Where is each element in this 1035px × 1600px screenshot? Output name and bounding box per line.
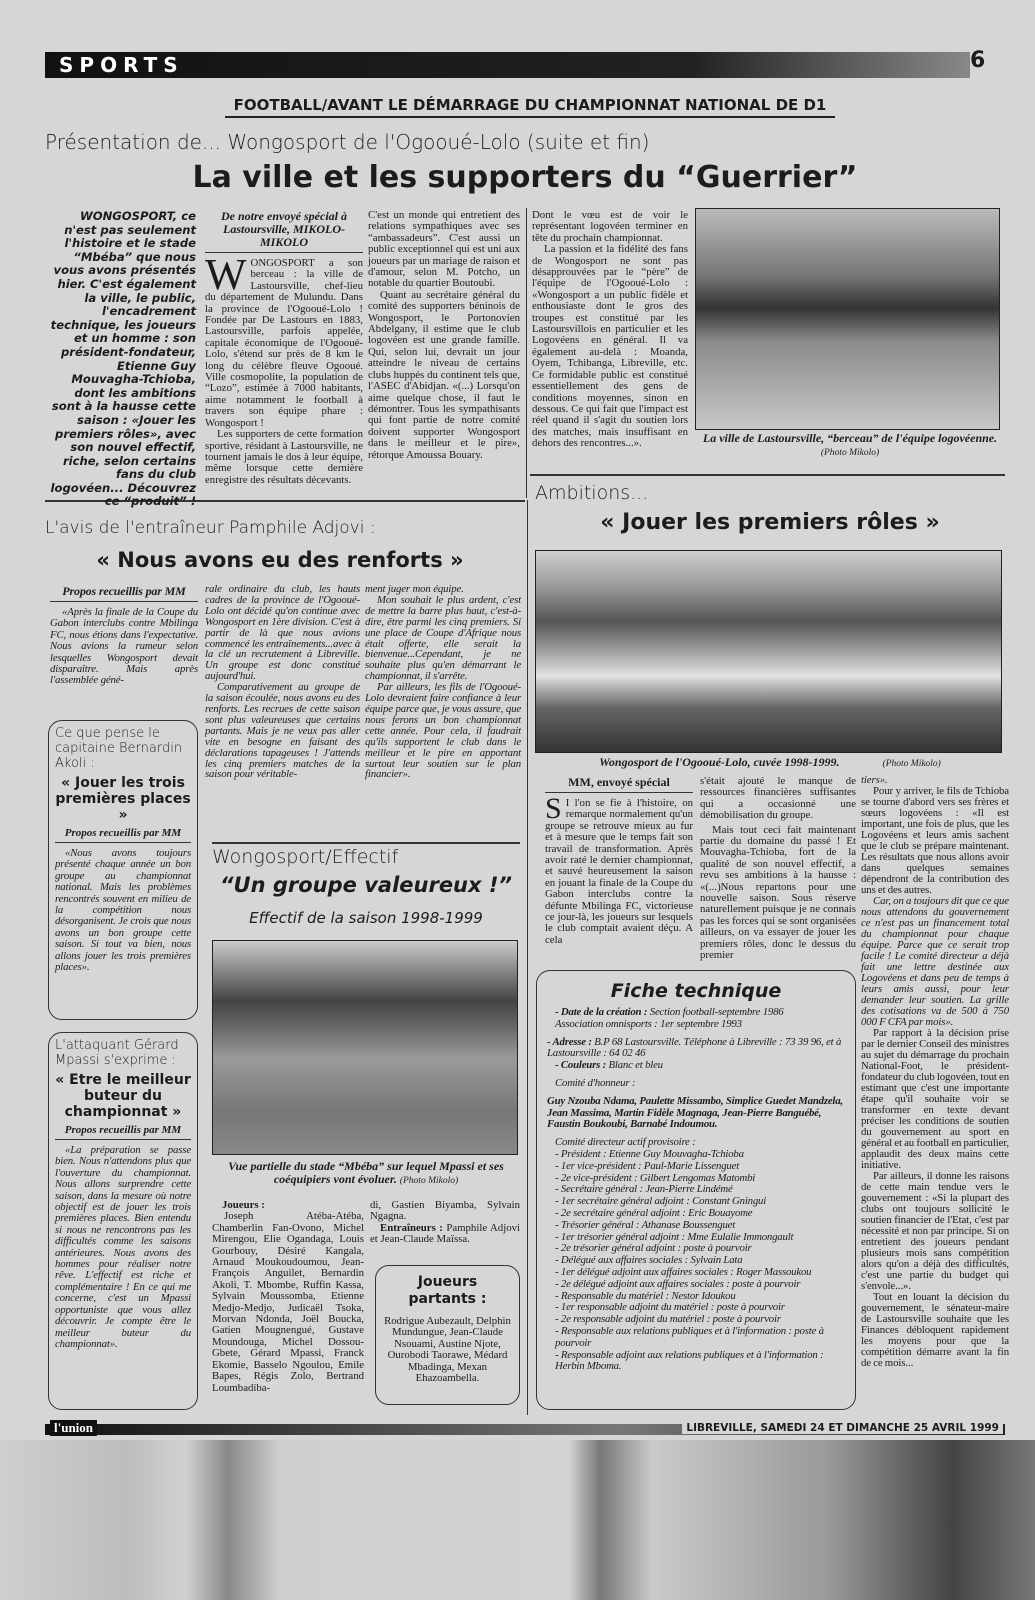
board-member: - 1er vice-président : Paul-Marie Lissenguet xyxy=(555,1159,739,1172)
masthead: l'union xyxy=(50,1420,97,1436)
players-label: Joueurs : xyxy=(222,1199,265,1211)
scan-margin xyxy=(0,1440,1035,1600)
paragraph: I l'on se fie à l'histoire, on remarque normalement qu'un groupe se retrouve mieux au fur et à mesure que le temps fait son travail de transformation. Après avoir raté le dernier championnat, et sauvé heureusement la saison en jouant la finale de la Coupe du Gabon interclubs contre la défunte Mbilinga FC, victorieuse ce jour-là, les joueurs sur lesquels le club comptait avaient déçu. A cela xyxy=(545,797,693,946)
honor-list: Guy Nzouba Ndama, Paulette Missambo, Simplice Guedet Mandzela, Jean Massima, Martin Fidèle Magnaga, Jean-Pierre Banguébé, Faustin Boukoubi, Barnabé Indoumou. xyxy=(547,1094,843,1131)
page-number: 6 xyxy=(970,48,986,73)
box-label: L'attaquant Gérard Mpassi s'exprime : xyxy=(55,1038,179,1068)
photo-caption xyxy=(700,432,1000,460)
column-rule xyxy=(527,500,528,1415)
article-column xyxy=(50,585,198,687)
board-member: - Responsable du matériel : Nestor Idoukou xyxy=(555,1289,736,1302)
squad-subhead: Effectif de la saison 1998-1999 xyxy=(249,909,483,927)
field-label: Comité directeur actif provisoire : xyxy=(555,1136,696,1149)
ambitions-label: Ambitions... xyxy=(535,482,649,504)
fiche-technique-box xyxy=(536,970,856,1410)
caption-text: Wongosport de l'Ogooué-Lolo, cuvée 1998-1999. xyxy=(599,755,840,769)
section-label: SPORTS xyxy=(59,53,184,77)
board-list xyxy=(547,1149,845,1373)
ambitions-headline: « Jouer les premiers rôles » xyxy=(600,510,940,535)
byline: Propos recueillis par MM xyxy=(55,1124,191,1140)
box-text: «La préparation se passe bien. Nous n'attendons plus que l'ouverture du championnat. Nous allons surprendre cette saison, dans la mesure où notre objectif est de jouer les trois premières places. Bien entendu si nous ne rencontrons pas les difficultés comme les saisons antérieures. Nous avons des hommes pour réaliser notre rêve. L'effectif est riche et complémentaire ! En ce qui me concerne, c'est un Mpassi opportuniste que vous allez découvrir. Je compte être le meilleur buteur du championnat». xyxy=(55,1144,191,1350)
byline: MM, envoyé spécial xyxy=(545,776,693,793)
box-headline: Joueurs partants : xyxy=(408,1274,487,1307)
paragraph: «Après la finale de la Coupe du Gabon interclubs contre Mbilinga FC, nous étions dans l'expectative. Nous avions la rumeur selon lesquelles Wongosport devait disparaître. Mais après l'assemblée géné- xyxy=(50,606,198,687)
departures-box xyxy=(375,1265,520,1405)
byline: Propos recueillis par MM xyxy=(55,827,191,843)
article-column xyxy=(365,584,521,780)
field-value: B.P 68 Lastoursville. Téléphone à Libreville : 73 39 96, et à Lastoursville : 64 02 46 xyxy=(547,1035,842,1060)
board-member: - 1er secrétaire général adjoint : Constant Gningui xyxy=(555,1195,767,1208)
drop-cap: S xyxy=(545,792,562,825)
squad-label: Wongosport/Effectif xyxy=(212,846,399,868)
stadium-photo xyxy=(212,940,518,1155)
photo-caption xyxy=(540,756,1000,771)
paragraph: La passion et la fidélité des fans de Wongosport ne sont pas désapprouvées par le “père” de l'équipe de l'Ogooué-Lolo : «Wongosport a un public fidèle et enthousiaste dont le gros des troupes est constitué par les Lastoursvillois en particulier et les Logovéens en général. Il va également au-delà : Moanda, Oyem, Tchibanga, Libreville, etc. Ce formidable public est constitué essentiellement des gens de conditions moyennes, sinon en dessous. Ce qui fait que l'impact est réel quand il s'agit du soutien lors des matches, mais insuffisant en dehors des rencontres...». xyxy=(532,243,688,450)
box-text: «Nous avons toujours présenté chaque année un bon groupe au championnat national. Mais les problèmes rencontrés souvent en milieu de la compétition nous désorganisent. Je crois que nous avons un bon groupe cette saison. Si tout va bien, nous allons jouer les trois premières places». xyxy=(55,847,191,974)
paragraph: Car, on a toujours dit que ce que nous attendons du gouvernement ce n'est pas un financement total du championnat pour chaque équipe. Parce que ce serait trop facile ! Le comité directeur a déjà fait une lettre destinée aux Logovéens et dans peu de temps à leurs amis aussi, pour leur demander leur soutien. La grille des cotisations va de 500 à 750 000 F CFA par mois». xyxy=(861,895,1009,1028)
board-member: - 1er délégué adjoint aux affaires sociales : Roger Massoukou xyxy=(555,1265,812,1278)
paragraph: Les supporters de cette formation sportive, résidant à Lastoursville, ne tournent jamais le dos à leur équipe, même lorsque cette dernière enregistre des résultats décevants. xyxy=(205,428,363,486)
column-rule xyxy=(526,208,527,498)
kicker: FOOTBALL/AVANT LE DÉMARRAGE DU CHAMPIONNAT NATIONAL DE D1 xyxy=(225,96,835,118)
box-headline: « Jouer les trois premières places » xyxy=(55,775,191,823)
divider xyxy=(530,474,1005,476)
departures-text: Rodrigue Aubezault, Delphin Mundungue, Jean-Claude Nsouami, Austine Njote, Ourobodi Taorawe, Médard Mbadinga, Mexan Ehazoambella. xyxy=(384,1315,511,1385)
paragraph: Mais tout ceci fait maintenant partie du domaine du passé ! Et Mouvagha-Tchioba, fort de la qualité de son nouvel effectif, a revu ses ambitions à la hausse : «(...)Nous repartons pour une nouvelle saison. Sous réserve naturellement puisque je ne connais pas les forces qui se sont organisées ailleurs, on va essayer de jouer les premiers rôles, donc le dessus du premier xyxy=(700,823,856,962)
coach-headline: « Nous avons eu des renforts » xyxy=(96,548,464,572)
paragraph: Par ailleurs, les fils de l'Ogooué-Lolo devraient faire confiance à leur équipe parce que, je vous assure, que nous ferons un bon championnat cette année. Pour cela, il faudrait qu'ils supportent le club dans le meilleur et le pire en apportant surtout leur soutien sur le plan financier». xyxy=(365,681,521,781)
paragraph: Pour y arriver, le fils de Tchioba se tourne d'abord vers ses frères et sœurs logovéens : «Il est important, une fois de plus, que les Logovéens et leurs amis sachent que le club se prépare maintenant. Les résultats que nous allons avoir dans quelques semaines dépendront de la contribution des uns et des autres. xyxy=(861,785,1009,896)
captain-box xyxy=(48,720,198,1020)
article-column xyxy=(700,776,856,962)
players-text: Joseph Atéba-Atéba, Chamberlin Fan-Ovono, Michel Mirengou, Elie Ogandaga, Louis Gourbouy, Désiré Kangala, Arnaud Moukoudoumou, Jean-François Anguilet, Bernardin Akoli, T. Mbombe, Ruffin Kassa, Sylvain Moussomba, Etienne Medjo-Medjo, Judicaël Tsoka, Morvan Ndonda, Joël Boucka, Gatien Mougnengué, Gustave Moundouga, Michel Dossou-Gbete, Gérard Mpassi, Franck Ekomie, Basselo Ngoulou, Emile Bapes, Régis Zolo, Bertrand Loumbadiba- xyxy=(212,1210,364,1394)
board-member: - 2e secrétaire général adjoint : Eric Bouayome xyxy=(555,1206,753,1219)
paragraph: ONGOSPORT a son berceau : la ville de Lastoursville, chef-lieu du département de Mulundu. Dans la province de l'Ogooué-Lolo ! Fondée par De Lastours en 1883, Lastoursville, parfois appelée, capitale économique de l'Ogooué-Lolo, s'étend sur près de 8 km le long du célèbre fleuve Ogooué. Ville cosmopolite, la population de “Lozo”, estimée à 7000 habitants, aime notamment le football à travers son équipe phare : Wongosport ! xyxy=(205,257,363,429)
board-member: - 2e vice-président : Gilbert Lengomas Matombi xyxy=(555,1171,756,1184)
squad-headline: “Un groupe valeureux !” xyxy=(220,873,512,897)
photo-credit: (Photo Mikolo) xyxy=(399,1176,459,1186)
photo-caption xyxy=(212,1160,520,1188)
field-value: Association omnisports : 1er septembre 1993 xyxy=(555,1017,742,1030)
paragraph: Quant au secrétaire général du comité des supporters béninois de Wongosport, le Portonovien Abdelgany, il estime que le club logovéen est une grande famille. Qui, selon lui, devrait un jour atteindre le niveau de certains clubs huppés du continent tels que, l'ASEC d'Abidjan. «(...) Lorsqu'on aime quelque chose, il faut le démontrer. Tous les sympathisants qui font partie de notre comité doivent supporter Wongosport dans le meilleur et le pire», rétorque Amoussa Bouary. xyxy=(368,288,520,461)
board-member: - 1er responsable adjoint du matériel : poste à pourvoir xyxy=(555,1301,785,1314)
coach-label: L'avis de l'entraîneur Pamphile Adjovi : xyxy=(45,518,376,538)
coaches-label: Entraîneurs : xyxy=(380,1221,443,1234)
town-photo xyxy=(695,208,1000,430)
board-member: - Responsable aux relations publiques et à l'information : poste à pourvoir xyxy=(555,1324,824,1349)
dateline: LIBREVILLE, SAMEDI 24 ET DIMANCHE 25 AVRIL 1999 xyxy=(682,1422,1003,1434)
players-list xyxy=(212,1200,364,1394)
field-label: Comité d'honneur : xyxy=(555,1076,636,1089)
team-photo xyxy=(535,550,1002,753)
striker-box xyxy=(48,1032,198,1410)
board-member: - 2e délégué adjoint aux affaires sociales : poste à pourvoir xyxy=(555,1277,801,1290)
paragraph: Mon souhait le plus ardent, c'est de mettre la barre plus haut, c'est-à-dire, être parmi les cinq premiers. Si une place de Coupe d'Afrique nous était offerte, elle serait la bienvenue...Cependant, je ne souhaite plus qu'en démarrant le championnat, il s'arrête. xyxy=(365,593,521,683)
series-title: Présentation de... Wongosport de l'Ogooué-Lolo (suite et fin) xyxy=(45,130,650,154)
byline: De notre envoyé spécial à Lastoursville, MIKOLO-MIKOLO xyxy=(205,210,363,253)
paragraph: ment juger mon équipe. xyxy=(365,583,464,595)
section-bar xyxy=(45,52,970,78)
board-member: - 2e trésorier général adjoint : poste à pourvoir xyxy=(555,1242,752,1255)
photo-credit: (Photo Mikolo) xyxy=(820,448,880,458)
board-member: - Secrétaire général : Jean-Pierre Lindémé xyxy=(555,1183,733,1196)
board-member: - Trésorier général : Athanase Boussenguet xyxy=(555,1218,736,1231)
players-list-continued xyxy=(370,1200,520,1246)
paragraph: Tout en louant la décision du gouvernement, le sénateur-maire de Lastoursville souhaite que les Finances débloquent rapidement les moyens pour que la compétition démarre avant la fin de ce mois... xyxy=(861,1291,1009,1369)
intro-lede: WONGOSPORT, ce n'est pas seulement l'histoire et le stade “Mbéba” que nous vous avons présentés hier. C'est également la ville, le public, l'encadrement technique, les joueurs et un homme : son président-fondateur, Etienne Guy Mouvagha-Tchioba, dont les ambitions sont à la hausse cette saison : «Jouer les premiers rôles», avec son nouvel effectif, riche, selon certains fans du club logovéen... Découvrez ce “produit” ! xyxy=(50,209,196,509)
article-column xyxy=(368,210,520,461)
board-member: - Délégué aux affaires sociales : Sylvain Lata xyxy=(555,1254,743,1267)
board-member: - Responsable adjoint aux relations publiques et à l'information : Herbin Mboma. xyxy=(555,1348,824,1373)
article-column xyxy=(205,210,363,486)
article-column xyxy=(532,210,688,450)
box-label: Ce que pense le capitaine Bernardin Akoli : xyxy=(55,726,183,771)
paragraph: Dont le vœu est de voir le représentant logovéen terminer en tête du prochain championnat. xyxy=(532,209,688,244)
field-label: - Date de la création : xyxy=(555,1006,648,1018)
paragraph: Comparativement au groupe de la saison écoulée, nous avons eu des renforts. Les recrues de cette saison sont plus valeureuses que certains partants. Mais je ne veux pas aller vite en besogne en faisant des déclarations tapageuses ! J'attends les cinq premiers matches de la saison pour véritable- xyxy=(205,681,360,781)
box-headline: Fiche technique xyxy=(610,980,782,1002)
board-member: - 2e responsable adjoint du matériel : poste à pourvoir xyxy=(555,1313,781,1326)
board-member: - 1er trésorier général adjoint : Mme Eulalie Immongault xyxy=(555,1230,794,1243)
paragraph: Par rapport à la décision prise par le dernier Conseil des ministres au sujet du démarrage du prochain National-Foot, le président-fondateur du club logovéen, tout en estimant que c'est une importante étape qu'il souhaite voir se transformer en texte devant préciser les conditions de soutien du gouvernement au sport en général et au football en particulier, applaudit des deux mains cette initiative. xyxy=(861,1027,1010,1171)
board-member: - Président : Etienne Guy Mouvagha-Tchioba xyxy=(555,1147,744,1160)
field-value: Blanc et bleu xyxy=(608,1059,663,1072)
paragraph: tiers». xyxy=(861,774,888,786)
paragraph: s'était ajouté le manque de ressources financières suffisantes qui a occasionné une démobilisation du groupe. xyxy=(700,775,856,822)
caption-text: La ville de Lastoursville, “berceau” de l'équipe logovéenne. xyxy=(702,431,998,445)
box-headline: « Etre le meilleur buteur du championnat » xyxy=(55,1072,191,1120)
field-value: Section football-septembre 1986 xyxy=(649,1006,784,1018)
players-text: di, Gastien Biyamba, Sylvain Ngagna. xyxy=(370,1199,520,1223)
byline: Propos recueillis par MM xyxy=(50,585,198,602)
paragraph: C'est un monde qui entretient des relations sympathiques avec ses “ambassadeurs”. C'est aussi un public exceptionnel qui est uni aux joueurs par un mariage de raison et d'amour, selon M. Potcho, un notable du quartier Boutoubi. xyxy=(368,209,520,290)
field-label: - Couleurs : xyxy=(555,1059,606,1072)
divider xyxy=(212,842,520,844)
headline: La ville et les supporters du “Guerrier” xyxy=(192,160,858,195)
photo-credit: (Photo Mikolo) xyxy=(882,759,941,769)
paragraph: rale ordinaire du club, les hauts cadres de la province de l'Ogooué-Lolo ont décidé qu'on continue avec Wongosport en 1ère division. C'est à partir de là que nous avions commencé les entraînements...avec à la clé un recrutement à Libreville. Un groupe est donc constitué aujourd'hui. xyxy=(205,583,360,683)
article-column xyxy=(205,584,360,780)
caption-text: Vue partielle du stade “Mbéba” sur lequel Mpassi et ses coéquipiers vont évoluer. xyxy=(228,1159,504,1186)
drop-cap: W xyxy=(205,250,247,299)
coaches-text: Pamphile Adjovi et Jean-Claude Maïssa. xyxy=(370,1221,520,1246)
article-column xyxy=(861,775,1009,1369)
article-column xyxy=(545,776,693,946)
field-label: - Adresse : xyxy=(547,1035,592,1048)
paragraph: Par ailleurs, il donne les raisons de cette main tendue vers le gouvernement : «Si la plupart des clubs ont toujours sollicité le soutien financier de l'Etat, c'est par nécessité et non par principe. Si on entretient des joueurs pendant plusieurs mois sans compétition alors qu'on a déjà des difficultés, c'est une partie du budget qui s'envole...». xyxy=(861,1170,1009,1292)
